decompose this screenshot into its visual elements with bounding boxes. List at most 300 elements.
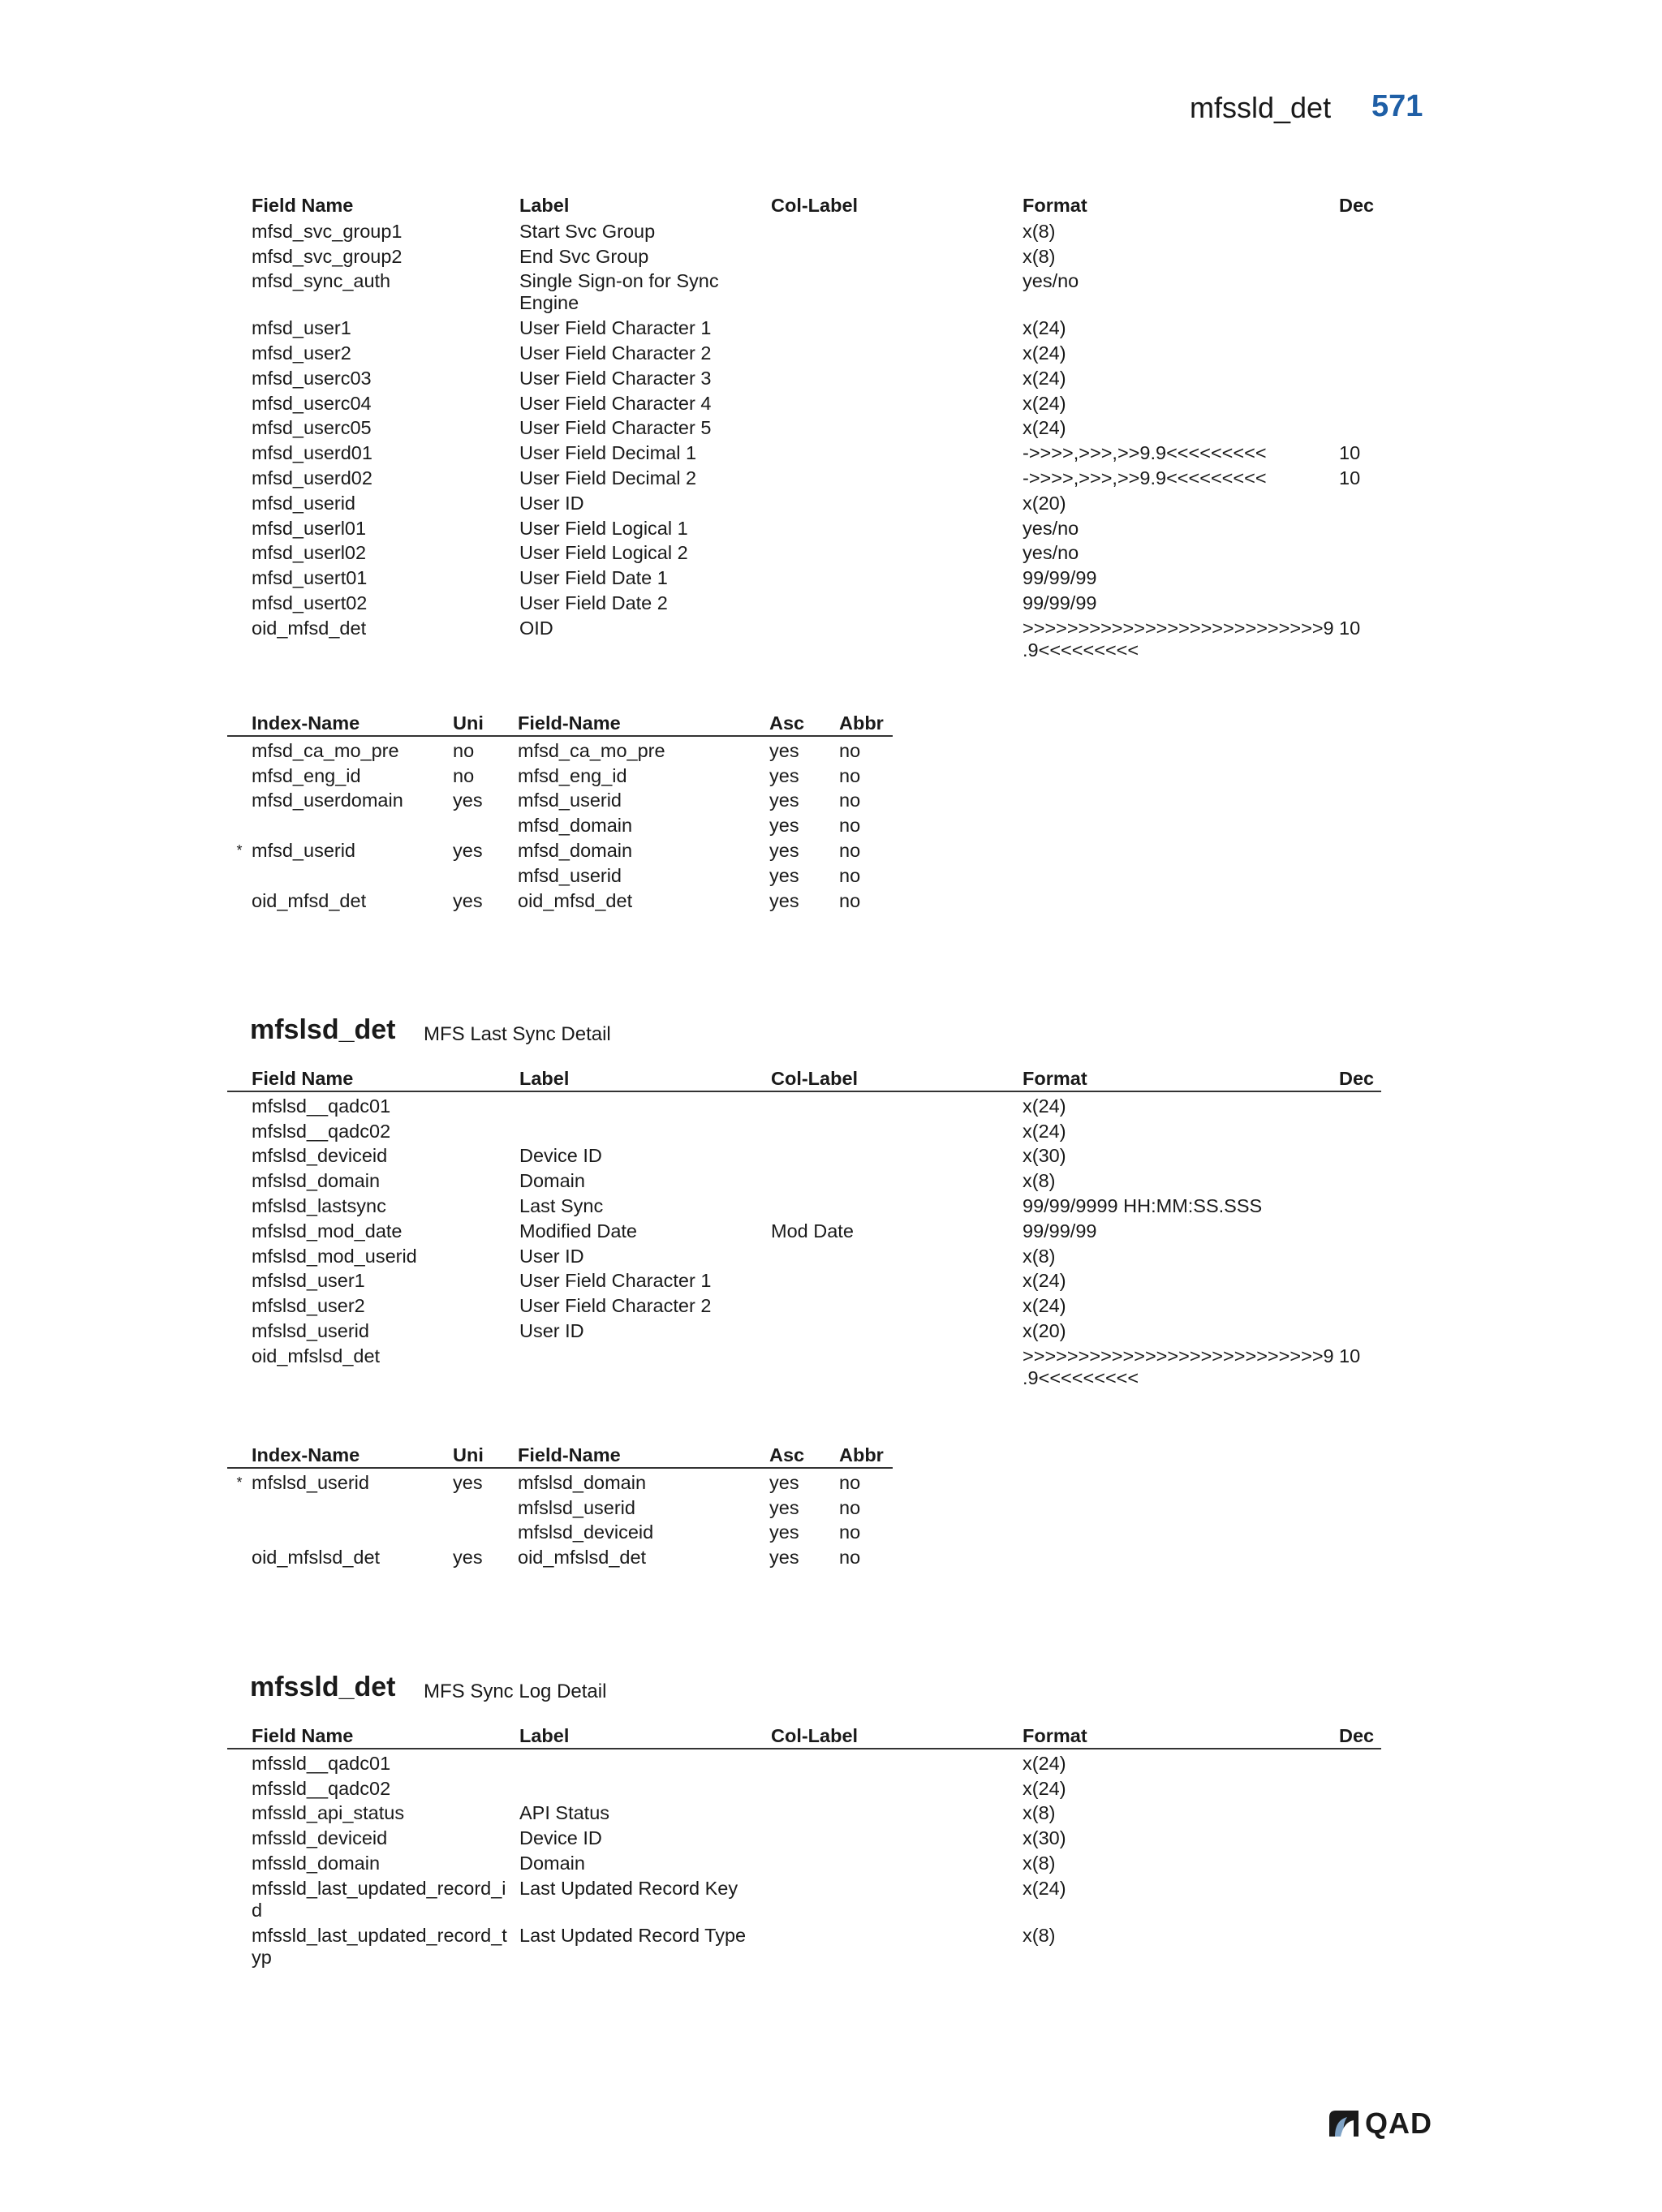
field-row <box>227 243 1381 268</box>
asc-cell: yes <box>769 764 799 786</box>
asc-cell: yes <box>769 1547 799 1569</box>
field-row <box>227 1317 1381 1342</box>
field-row <box>227 589 1381 614</box>
col-label-cell <box>771 439 1023 464</box>
field-name-cell: mfsd_userc05 <box>252 417 372 439</box>
index-name-cell <box>252 811 453 837</box>
dec-cell <box>1339 1117 1381 1143</box>
field-name-cell: mfssld_domain <box>252 1852 381 1874</box>
col-label-cell <box>771 614 1023 661</box>
label-cell: User Field Character 4 <box>519 392 712 414</box>
field-name-cell: mfsd_userl01 <box>252 517 367 539</box>
uni-cell <box>453 811 518 837</box>
primary-marker <box>227 762 252 787</box>
format-cell: x(24) <box>1023 1295 1066 1317</box>
field-name-cell: mfsd_userid <box>518 864 622 886</box>
field-row <box>227 1117 1381 1143</box>
format-cell: x(24) <box>1023 1095 1066 1117</box>
field-name-cell: mfsd_svc_group1 <box>252 220 403 242</box>
format-cell: x(24) <box>1023 367 1066 389</box>
abbr-cell: no <box>839 739 861 761</box>
label-cell: User Field Character 5 <box>519 417 712 439</box>
asc-cell: yes <box>769 739 799 761</box>
field-name-cell: mfslsd__qadc01 <box>252 1095 391 1117</box>
col-header-asc: Asc <box>769 1444 839 1468</box>
col-label-cell <box>771 464 1023 489</box>
col-label-cell <box>771 243 1023 268</box>
uni-cell <box>453 1519 518 1544</box>
label-cell <box>519 1749 771 1775</box>
index-name-cell: oid_mfsd_det <box>252 889 367 911</box>
field-row <box>227 1143 1381 1168</box>
col-label-cell <box>771 489 1023 514</box>
field-row <box>227 514 1381 540</box>
field-row <box>227 1874 1381 1922</box>
field-name-cell: oid_mfsd_det <box>252 617 367 639</box>
index-name-cell: mfsd_userdomain <box>252 790 403 811</box>
field-name-cell: mfslsd_domain <box>518 1471 647 1493</box>
index-row <box>227 1519 893 1544</box>
qad-logo-icon <box>1328 2109 1360 2138</box>
label-cell: Last Sync <box>519 1194 604 1216</box>
label-cell: Single Sign-on for Sync Engine <box>519 270 719 314</box>
dec-cell <box>1339 1091 1381 1117</box>
field-row <box>227 1217 1381 1242</box>
field-row <box>227 1267 1381 1293</box>
col-header-dec: Dec <box>1339 195 1375 216</box>
label-cell: User ID <box>519 1245 584 1267</box>
mfsd-field-table <box>227 195 1381 661</box>
primary-marker <box>227 787 252 812</box>
dec-cell <box>1339 1749 1381 1775</box>
format-cell: x(8) <box>1023 1802 1056 1824</box>
col-header-field-name: Field-Name <box>518 712 769 736</box>
col-header-label: Label <box>519 195 570 216</box>
field-name-cell: mfsd_svc_group2 <box>252 245 403 267</box>
col-label-cell <box>771 1267 1023 1293</box>
asc-cell: yes <box>769 1521 799 1543</box>
dec-cell <box>1339 268 1381 315</box>
label-cell: End Svc Group <box>519 245 649 267</box>
index-row <box>227 1543 893 1569</box>
label-cell <box>519 1342 771 1389</box>
dec-cell <box>1339 1167 1381 1192</box>
format-cell: x(24) <box>1023 1877 1066 1899</box>
index-row <box>227 887 893 912</box>
col-header-uni: Uni <box>453 712 518 736</box>
mfsd-index-table <box>227 712 893 912</box>
index-name-cell: mfsd_userid <box>252 839 355 861</box>
label-cell: User Field Character 2 <box>519 1295 712 1317</box>
col-label-cell <box>771 314 1023 339</box>
field-row <box>227 1800 1381 1825</box>
field-row <box>227 415 1381 440</box>
field-name-cell: mfsd_ca_mo_pre <box>518 739 665 761</box>
field-row <box>227 339 1381 364</box>
field-name-cell: mfsd_domain <box>518 815 633 837</box>
dec-cell <box>1339 389 1381 415</box>
uni-cell: no <box>453 739 475 761</box>
logo-text: QAD <box>1365 2107 1432 2140</box>
format-cell: x(8) <box>1023 1852 1056 1874</box>
col-label-cell <box>771 1849 1023 1874</box>
abbr-cell: no <box>839 889 861 911</box>
dec-cell <box>1339 564 1381 589</box>
abbr-cell: no <box>839 815 861 837</box>
field-name-cell: mfslsd_deviceid <box>252 1145 388 1167</box>
label-cell <box>519 1117 771 1143</box>
dec-cell <box>1339 1192 1381 1217</box>
field-name-cell: mfsd_userc04 <box>252 392 372 414</box>
field-row <box>227 364 1381 389</box>
label-cell: Device ID <box>519 1827 602 1849</box>
field-row <box>227 1091 1381 1117</box>
label-cell: User Field Character 1 <box>519 1270 712 1292</box>
label-cell: User Field Character 2 <box>519 342 712 364</box>
uni-cell <box>453 1494 518 1519</box>
abbr-cell: no <box>839 1547 861 1569</box>
mfslsd-index-table <box>227 1444 893 1569</box>
col-label-cell <box>771 1824 1023 1849</box>
dec-cell <box>1339 1317 1381 1342</box>
col-header-dec: Dec <box>1339 1068 1381 1091</box>
label-cell: Start Svc Group <box>519 220 656 242</box>
abbr-cell: no <box>839 790 861 811</box>
field-row <box>227 540 1381 565</box>
field-name-cell: mfssld__qadc02 <box>252 1777 391 1799</box>
format-cell: x(24) <box>1023 392 1066 414</box>
section-title-mfslsd: mfslsd_det <box>250 1014 396 1045</box>
field-row <box>227 464 1381 489</box>
label-cell: Modified Date <box>519 1220 637 1242</box>
format-cell: x(8) <box>1023 245 1056 267</box>
col-label-cell <box>771 1800 1023 1825</box>
dec-cell <box>1339 1292 1381 1317</box>
dec-cell <box>1339 1849 1381 1874</box>
field-name-cell: mfsd_userid <box>518 790 622 811</box>
uni-cell: yes <box>453 790 483 811</box>
field-name-cell: mfsd_userd01 <box>252 442 372 464</box>
dec-cell <box>1339 489 1381 514</box>
col-label-cell <box>771 268 1023 315</box>
col-header-field-name: Field Name <box>227 1725 519 1749</box>
col-header-col-label: Col-Label <box>771 1725 1023 1749</box>
format-cell: >>>>>>>>>>>>>>>>>>>>>>>>>>>9 .9<<<<<<<<< <box>1023 1345 1334 1388</box>
field-name-cell: mfssld_api_status <box>252 1802 405 1824</box>
col-label-cell <box>771 1192 1023 1217</box>
label-cell: User Field Logical 1 <box>519 517 688 539</box>
field-row <box>227 1922 1381 1969</box>
dec-cell <box>1339 1267 1381 1293</box>
col-label-cell <box>771 1775 1023 1800</box>
abbr-cell: no <box>839 764 861 786</box>
field-name-cell: mfslsd_user2 <box>252 1295 365 1317</box>
col-header-index-name: Index-Name <box>252 712 453 736</box>
uni-cell: no <box>453 764 475 786</box>
field-name-cell: mfsd_user1 <box>252 317 351 339</box>
dec-cell <box>1339 364 1381 389</box>
primary-marker: * <box>236 841 243 859</box>
abbr-cell: no <box>839 839 861 861</box>
format-cell: yes/no <box>1023 270 1079 292</box>
format-cell: x(24) <box>1023 342 1066 364</box>
col-label-cell <box>771 1091 1023 1117</box>
label-cell: Domain <box>519 1852 585 1874</box>
field-name-cell: mfsd_usert02 <box>252 592 368 613</box>
section-subtitle-mfslsd: MFS Last Sync Detail <box>424 1023 611 1045</box>
dec-cell <box>1339 1922 1381 1969</box>
format-cell: ->>>>,>>>,>>9.9<<<<<<<<< <box>1023 467 1267 488</box>
asc-cell: yes <box>769 815 799 837</box>
label-cell <box>519 1091 771 1117</box>
dec-cell <box>1339 314 1381 339</box>
col-label-cell <box>771 415 1023 440</box>
asc-cell: yes <box>769 790 799 811</box>
field-name-cell: mfsd_usert01 <box>252 567 368 589</box>
format-cell: 99/99/99 <box>1023 1220 1097 1242</box>
col-label-cell <box>771 1922 1023 1969</box>
dec-cell <box>1339 1143 1381 1168</box>
label-cell: User Field Character 1 <box>519 317 712 339</box>
qad-logo <box>1328 2107 1432 2141</box>
field-row <box>227 1192 1381 1217</box>
field-row <box>227 1849 1381 1874</box>
dec-cell <box>1339 1874 1381 1922</box>
index-name-cell <box>252 1494 453 1519</box>
field-name-cell: mfsd_userc03 <box>252 367 372 389</box>
field-name-cell: mfslsd_deviceid <box>518 1521 654 1543</box>
format-cell: x(24) <box>1023 1270 1066 1292</box>
col-label-cell <box>771 339 1023 364</box>
index-row <box>227 862 893 887</box>
label-cell: User Field Date 1 <box>519 567 668 589</box>
col-header-field-name: Field Name <box>227 1068 519 1091</box>
format-cell: x(8) <box>1023 1924 1056 1946</box>
dec-cell <box>1339 1775 1381 1800</box>
col-header-label: Label <box>519 1068 771 1091</box>
label-cell <box>519 1775 771 1800</box>
col-header-format: Format <box>1023 1725 1339 1749</box>
field-name-cell: oid_mfslsd_det <box>518 1547 647 1569</box>
primary-marker <box>227 811 252 837</box>
section-title-mfssld: mfssld_det <box>250 1672 396 1702</box>
asc-cell: yes <box>769 864 799 886</box>
field-row <box>227 1824 1381 1849</box>
format-cell: x(8) <box>1023 1170 1056 1192</box>
index-row <box>227 811 893 837</box>
col-label-cell <box>771 1292 1023 1317</box>
format-cell: x(24) <box>1023 1752 1066 1774</box>
field-name-cell: mfslsd_mod_userid <box>252 1245 417 1267</box>
dec-cell: 10 <box>1339 467 1361 488</box>
dec-cell <box>1339 243 1381 268</box>
field-name-cell: mfslsd_domain <box>252 1170 381 1192</box>
field-name-cell: mfssld__qadc01 <box>252 1752 391 1774</box>
running-header-title: mfssld_det <box>1190 91 1332 124</box>
format-cell: x(30) <box>1023 1827 1066 1849</box>
primary-marker <box>227 862 252 887</box>
label-cell: User ID <box>519 1319 584 1341</box>
dec-cell <box>1339 1824 1381 1849</box>
col-header-field-name: Field Name <box>252 195 354 216</box>
asc-cell: yes <box>769 1496 799 1518</box>
col-header-abbr: Abbr <box>839 712 893 736</box>
dec-cell <box>1339 1242 1381 1267</box>
label-cell: User ID <box>519 492 584 514</box>
format-cell: x(24) <box>1023 1777 1066 1799</box>
index-row <box>227 736 893 762</box>
col-label-cell <box>771 564 1023 589</box>
field-name-cell: mfslsd__qadc02 <box>252 1120 391 1142</box>
field-name-cell: mfsd_sync_auth <box>252 270 391 292</box>
uni-cell <box>453 862 518 887</box>
label-cell: OID <box>519 617 553 639</box>
format-cell: ->>>>,>>>,>>9.9<<<<<<<<< <box>1023 442 1267 464</box>
col-label-cell <box>771 217 1023 243</box>
field-name-cell: mfslsd_mod_date <box>252 1220 403 1242</box>
field-row <box>227 1775 1381 1800</box>
primary-marker <box>227 887 252 912</box>
label-cell: User Field Character 3 <box>519 367 712 389</box>
col-header-uni: Uni <box>453 1444 518 1468</box>
primary-marker <box>227 1494 252 1519</box>
col-header-index-name: Index-Name <box>252 1444 453 1468</box>
field-row <box>227 389 1381 415</box>
format-cell: x(24) <box>1023 417 1066 439</box>
abbr-cell: no <box>839 1521 861 1543</box>
field-name-cell: mfsd_eng_id <box>518 764 627 786</box>
format-cell: x(24) <box>1023 1120 1066 1142</box>
index-name-cell <box>252 1519 453 1544</box>
index-name-cell <box>252 862 453 887</box>
dec-cell <box>1339 540 1381 565</box>
uni-cell: yes <box>453 1471 483 1493</box>
asc-cell: yes <box>769 839 799 861</box>
field-name-cell: mfslsd_user1 <box>252 1270 365 1292</box>
primary-marker <box>227 1543 252 1569</box>
field-name-cell: mfsd_user2 <box>252 342 351 364</box>
abbr-cell: no <box>839 1471 861 1493</box>
label-cell: User Field Decimal 2 <box>519 467 697 488</box>
field-name-cell: mfsd_userd02 <box>252 467 372 488</box>
index-name-cell: mfsd_eng_id <box>252 764 361 786</box>
field-row <box>227 614 1381 661</box>
index-row <box>227 837 893 862</box>
format-cell: >>>>>>>>>>>>>>>>>>>>>>>>>>>9 .9<<<<<<<<< <box>1023 617 1334 661</box>
field-name-cell: mfsd_userl02 <box>252 542 367 564</box>
field-name-cell: oid_mfsd_det <box>518 889 633 911</box>
field-name-cell: mfslsd_userid <box>518 1496 635 1518</box>
field-name-cell: mfslsd_userid <box>252 1319 369 1341</box>
col-label-cell <box>771 1342 1023 1389</box>
col-header-field-name: Field-Name <box>518 1444 769 1468</box>
field-row <box>227 268 1381 315</box>
col-header-format: Format <box>1023 1068 1339 1091</box>
field-row <box>227 439 1381 464</box>
col-header-format: Format <box>1023 195 1087 216</box>
col-header-label: Label <box>519 1725 771 1749</box>
col-header-abbr: Abbr <box>839 1444 893 1468</box>
format-cell: x(20) <box>1023 492 1066 514</box>
format-cell: x(30) <box>1023 1145 1066 1167</box>
field-row <box>227 217 1381 243</box>
label-cell: Last Updated Record Type <box>519 1924 747 1946</box>
dec-cell <box>1339 1800 1381 1825</box>
format-cell: x(8) <box>1023 1245 1056 1267</box>
field-name-cell: mfssld_last_updated_record_i d <box>252 1877 506 1921</box>
index-name-cell: mfslsd_userid <box>252 1471 369 1493</box>
label-cell: Domain <box>519 1170 585 1192</box>
col-label-cell <box>771 540 1023 565</box>
col-label-cell <box>771 1143 1023 1168</box>
index-row <box>227 1494 893 1519</box>
format-cell: x(24) <box>1023 317 1066 339</box>
uni-cell: yes <box>453 889 483 911</box>
format-cell: 99/99/9999 HH:MM:SS.SSS <box>1023 1194 1263 1216</box>
label-cell: Device ID <box>519 1145 602 1167</box>
col-label-cell <box>771 1874 1023 1922</box>
col-label-cell <box>771 514 1023 540</box>
index-row <box>227 762 893 787</box>
format-cell: yes/no <box>1023 517 1079 539</box>
index-row <box>227 1468 893 1494</box>
field-row <box>227 564 1381 589</box>
primary-marker <box>227 736 252 762</box>
dec-cell: 10 <box>1339 617 1361 639</box>
col-header-col-label: Col-Label <box>771 195 859 216</box>
index-name-cell: oid_mfslsd_det <box>252 1547 381 1569</box>
dec-cell <box>1339 514 1381 540</box>
uni-cell: yes <box>453 839 483 861</box>
mfssld-field-table <box>227 1725 1381 1969</box>
format-cell: x(20) <box>1023 1319 1066 1341</box>
index-name-cell: mfsd_ca_mo_pre <box>252 739 399 761</box>
primary-marker <box>227 1519 252 1544</box>
field-name-cell: mfsd_userid <box>252 492 355 514</box>
label-cell: User Field Date 2 <box>519 592 668 613</box>
uni-cell: yes <box>453 1547 483 1569</box>
col-label-cell <box>771 1242 1023 1267</box>
col-header-dec: Dec <box>1339 1725 1381 1749</box>
col-label-cell <box>771 389 1023 415</box>
asc-cell: yes <box>769 1471 799 1493</box>
field-row <box>227 489 1381 514</box>
field-row <box>227 1242 1381 1267</box>
col-label-cell <box>771 1317 1023 1342</box>
field-name-cell: mfssld_last_updated_record_t yp <box>252 1924 507 1968</box>
field-row <box>227 1292 1381 1317</box>
label-cell: User Field Logical 2 <box>519 542 688 564</box>
dec-cell <box>1339 1217 1381 1242</box>
col-label-cell <box>771 1117 1023 1143</box>
format-cell: 99/99/99 <box>1023 567 1097 589</box>
field-name-cell: mfssld_deviceid <box>252 1827 388 1849</box>
field-row <box>227 314 1381 339</box>
format-cell: 99/99/99 <box>1023 592 1097 613</box>
dec-cell <box>1339 217 1381 243</box>
index-row <box>227 787 893 812</box>
page-number: 571 <box>1371 89 1423 123</box>
dec-cell <box>1339 339 1381 364</box>
label-cell: Last Updated Record Key <box>519 1877 738 1899</box>
col-label-cell <box>771 589 1023 614</box>
field-row <box>227 1167 1381 1192</box>
format-cell: yes/no <box>1023 542 1079 564</box>
field-name-cell: mfslsd_lastsync <box>252 1194 386 1216</box>
dec-cell <box>1339 589 1381 614</box>
abbr-cell: no <box>839 1496 861 1518</box>
col-header-asc: Asc <box>769 712 839 736</box>
